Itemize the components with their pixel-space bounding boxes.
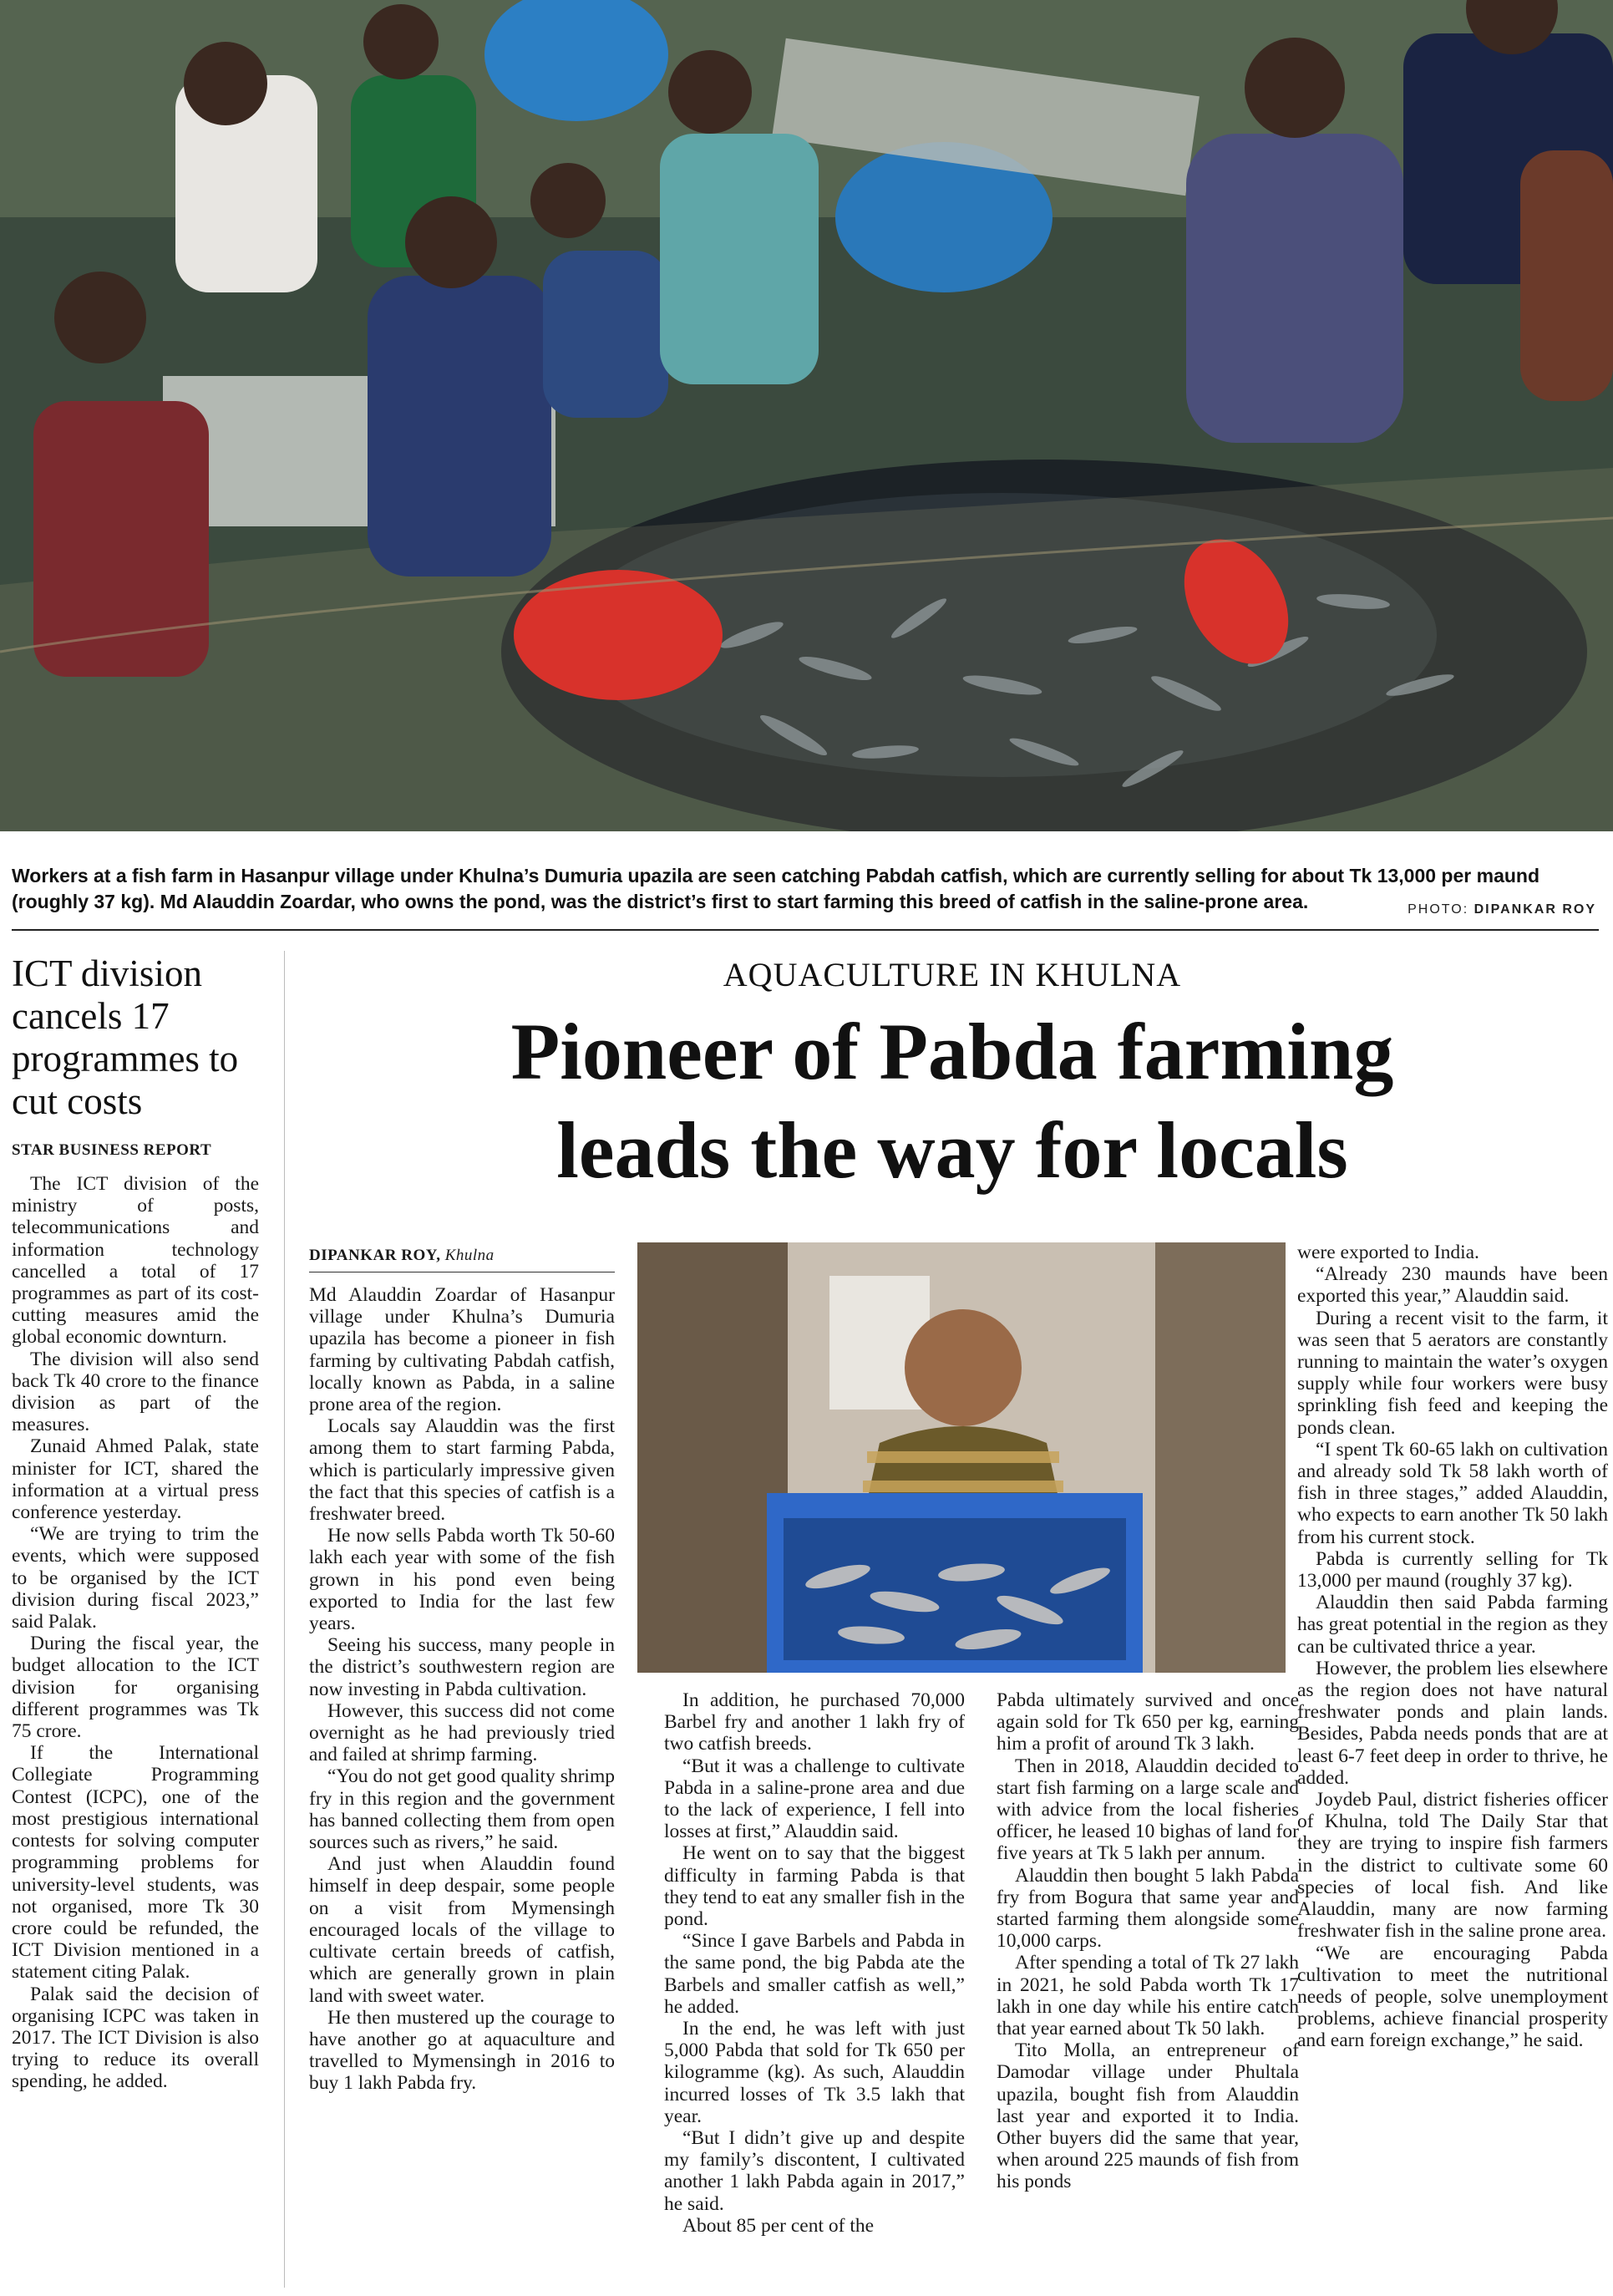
story-paragraph: He now sells Pabda worth Tk 50-60 lakh each year with some of the fish grown in his pond even being exported to India for the last few years. (309, 1525, 615, 1635)
story-paragraph: Alauddin then said Pabda farming has great potential in the region as they can be cultivated thrice a year. (1297, 1592, 1608, 1658)
story-paragraph: Then in 2018, Alauddin decided to start fish farming on a large scale and with advice from the local fisheries officer, he leased 10 bighas of land for five years at Tk 5 lakh per annum. (997, 1755, 1299, 1865)
side-story-body (12, 1173, 259, 2093)
main-story-column-3 (997, 1689, 1299, 2193)
farmer-with-fish-crate-illustration (637, 1242, 1286, 1673)
story-paragraph: Seeing his success, many people in the district’s southwestern region are now investing in Pabda cultivation. (309, 1634, 615, 1700)
side-story-paragraph: Palak said the decision of organising ICPC was taken in 2017. The ICT Division is also trying to reduce its overall spending, he added. (12, 1983, 259, 2093)
story-paragraph: Joydeb Paul, district fisheries officer of Khulna, told The Daily Star that they are trying to inspire fish farmers in the district to cultivate some 60 species of local fish. And like Alauddin, many are now farming freshwater fish in the saline prone area. (1297, 1789, 1608, 1943)
side-story-paragraph: “We are trying to trim the events, which were supposed to be organised by the ICT division during fiscal 2023,” said Palak. (12, 1523, 259, 1633)
column-divider (284, 951, 285, 2288)
story-paragraph: Alauddin then bought 5 lakh Pabda fry from Bogura that same year and started farming them alongside some 10,000 carps. (997, 1864, 1299, 1953)
story-paragraph: were exported to India. (1297, 1242, 1479, 1263)
story-paragraph: “You do not get good quality shrimp fry in this region and the government has banned collecting them from open sources such as rivers,” he said. (309, 1765, 615, 1854)
farmer-photo (637, 1242, 1286, 1673)
story-paragraph: In addition, he purchased 70,000 Barbel fry and another 1 lakh fry of two catfish breeds. (664, 1689, 965, 1755)
fish-farm-photo-illustration (0, 0, 1613, 831)
main-story-column-1 (309, 1284, 615, 2095)
section-divider (12, 929, 1599, 931)
byline-name: DIPANKAR ROY, (309, 1247, 441, 1264)
story-kicker: AQUACULTURE IN KHULNA (723, 956, 1182, 993)
story-paragraph: “But it was a challenge to cultivate Pabda in a saline-prone area and due to the lack of experience, I fell into losses at first,” Alauddin said. (664, 1755, 965, 1843)
story-paragraph: “We are encouraging Pabda cultivation to meet the nutritional needs of people, solve unemployment problems, achieve financial prosperity and earn foreign exchange,” he said. (1297, 1942, 1608, 2052)
photo-caption: Workers at a fish farm in Hasanpur village under Khulna’s Dumuria upazila are seen catching Pabdah catfish, which are currently selling for about Tk 13,000 per maund (roughly 37 kg). Md Alauddin Zoardar, who owns the pond, was the district’s first to start farming this breed of catfish in the saline-prone area. (12, 865, 1540, 912)
main-story-column-4 (1297, 1242, 1608, 2052)
story-paragraph: Md Alauddin Zoardar of Hasanpur village under Khulna’s Dumuria upazila has become a pioneer in fish farming by cultivating Pabdah catfish, locally known as Pabda, in a saline prone area of the region. (309, 1284, 615, 1416)
side-story-paragraph: If the International Collegiate Programming Contest (ICPC), one of the most prestigious international contests for solving computer programming problems for university-level students, was not organised, more Tk 30 crore could be refunded, the ICT Division mentioned in a statement citing Palak. (12, 1742, 259, 1984)
story-paragraph: Pabda ultimately survived and once again sold for Tk 650 per kg, earning him a profit of around Tk 3 lakh. (997, 1689, 1299, 1755)
side-story-paragraph: The ICT division of the ministry of posts, telecommunications and information technology cancelled a total of 17 programmes as part of its cost-cutting measures amid the global economic downturn. (12, 1173, 259, 1349)
story-paragraph: And just when Alauddin found himself in deep despair, some people on a visit from Mymensingh encouraged locals of the village to cultivate certain breeds of catfish, which are generally grown in plain land with sweet water. (309, 1853, 615, 2007)
story-paragraph: After spending a total of Tk 27 lakh in 2021, he sold Pabda worth Tk 17 lakh in one day while his entire catch that year earned about Tk 50 lakh. (997, 1952, 1299, 2040)
photo-credit-label: PHOTO: (1408, 902, 1469, 917)
story-paragraph: However, this success did not come overnight as he had previously tried and failed at shrimp farming. (309, 1699, 615, 1766)
side-story-paragraph: The division will also send back Tk 40 crore to the finance division as part of the measures. (12, 1348, 259, 1436)
story-paragraph: About 85 per cent of the (682, 2214, 875, 2237)
story-paragraph: However, the problem lies elsewhere as the region does not have natural freshwater ponds and plain lands. Besides, Pabda needs ponds that are at least 6-7 feet deep in order to thrive, he added. (1297, 1657, 1608, 1789)
story-paragraph: He then mustered up the courage to have another go at aquaculture and travelled to Mymensingh in 2016 to buy 1 lakh Pabda fry. (309, 2006, 615, 2095)
top-photo (0, 0, 1613, 831)
main-headline-line-1: Pioneer of Pabda farming (510, 1007, 1394, 1096)
byline-place: Khulna (444, 1247, 495, 1264)
side-story-byline: STAR BUSINESS REPORT (12, 1141, 212, 1159)
story-paragraph: In the end, he was left with just 5,000 Pabda that sold for Tk 650 per kilogramme (kg). As such, Alauddin incurred losses of Tk 3.5 lakh that year. (664, 2018, 965, 2127)
story-paragraph: “But I didn’t give up and despite my family’s discontent, I cultivated another 1 lakh Pabda again in 2017,” he said. (664, 2127, 965, 2215)
side-story-paragraph: During the fiscal year, the budget allocation to the ICT division for organising different programmes was Tk 75 crore. (12, 1633, 259, 1743)
story-paragraph: “Since I gave Barbels and Pabda in the same pond, the big Pabda ate the Barbels and smaller catfish as well,” he added. (664, 1930, 965, 2018)
story-paragraph: Locals say Alauddin was the first among them to start farming Pabda, which is particularly impressive given the fact that this species of catfish is a freshwater breed. (309, 1415, 615, 1526)
main-story-byline (309, 1247, 615, 1265)
story-paragraph: He went on to say that the biggest difficulty in farming Pabda is that they tend to eat any smaller fish in the pond. (664, 1842, 965, 1931)
story-paragraph: “Already 230 maunds have been exported this year,” Alauddin said. (1297, 1263, 1608, 1308)
story-paragraph: Pabda is currently selling for Tk 13,000 per maund (roughly 37 kg). (1297, 1547, 1608, 1592)
photo-credit-name: DIPANKAR ROY (1474, 902, 1596, 917)
main-headline-line-2: leads the way for locals (556, 1105, 1348, 1195)
story-paragraph: Tito Molla, an entrepreneur of Damodar village under Phultala upazila, bought fish from Alauddin last year and exported it to India. Other buyers did the same that year, when around 225 maunds of fish from his ponds (997, 2039, 1299, 2193)
side-story-headline: ICT division cancels 17 programmes to cut costs (12, 952, 239, 1122)
main-story-column-2 (664, 1689, 965, 2237)
story-paragraph: During a recent visit to the farm, it was seen that 5 aerators are constantly running to maintain the water’s oxygen supply while four workers were busy sprinkling fish feed and keeping the ponds clean. (1297, 1307, 1608, 1439)
photo-credit (1408, 902, 1596, 917)
side-story-paragraph: Zunaid Ahmed Palak, state minister for ICT, shared the information at a virtual press conference yesterday. (12, 1435, 259, 1524)
story-paragraph: “I spent Tk 60-65 lakh on cultivation and already sold Tk 58 lakh worth of fish in three stages,” added Alauddin, who expects to earn another Tk 50 lakh from his current stock. (1297, 1438, 1608, 1548)
main-headline (301, 1003, 1604, 1200)
